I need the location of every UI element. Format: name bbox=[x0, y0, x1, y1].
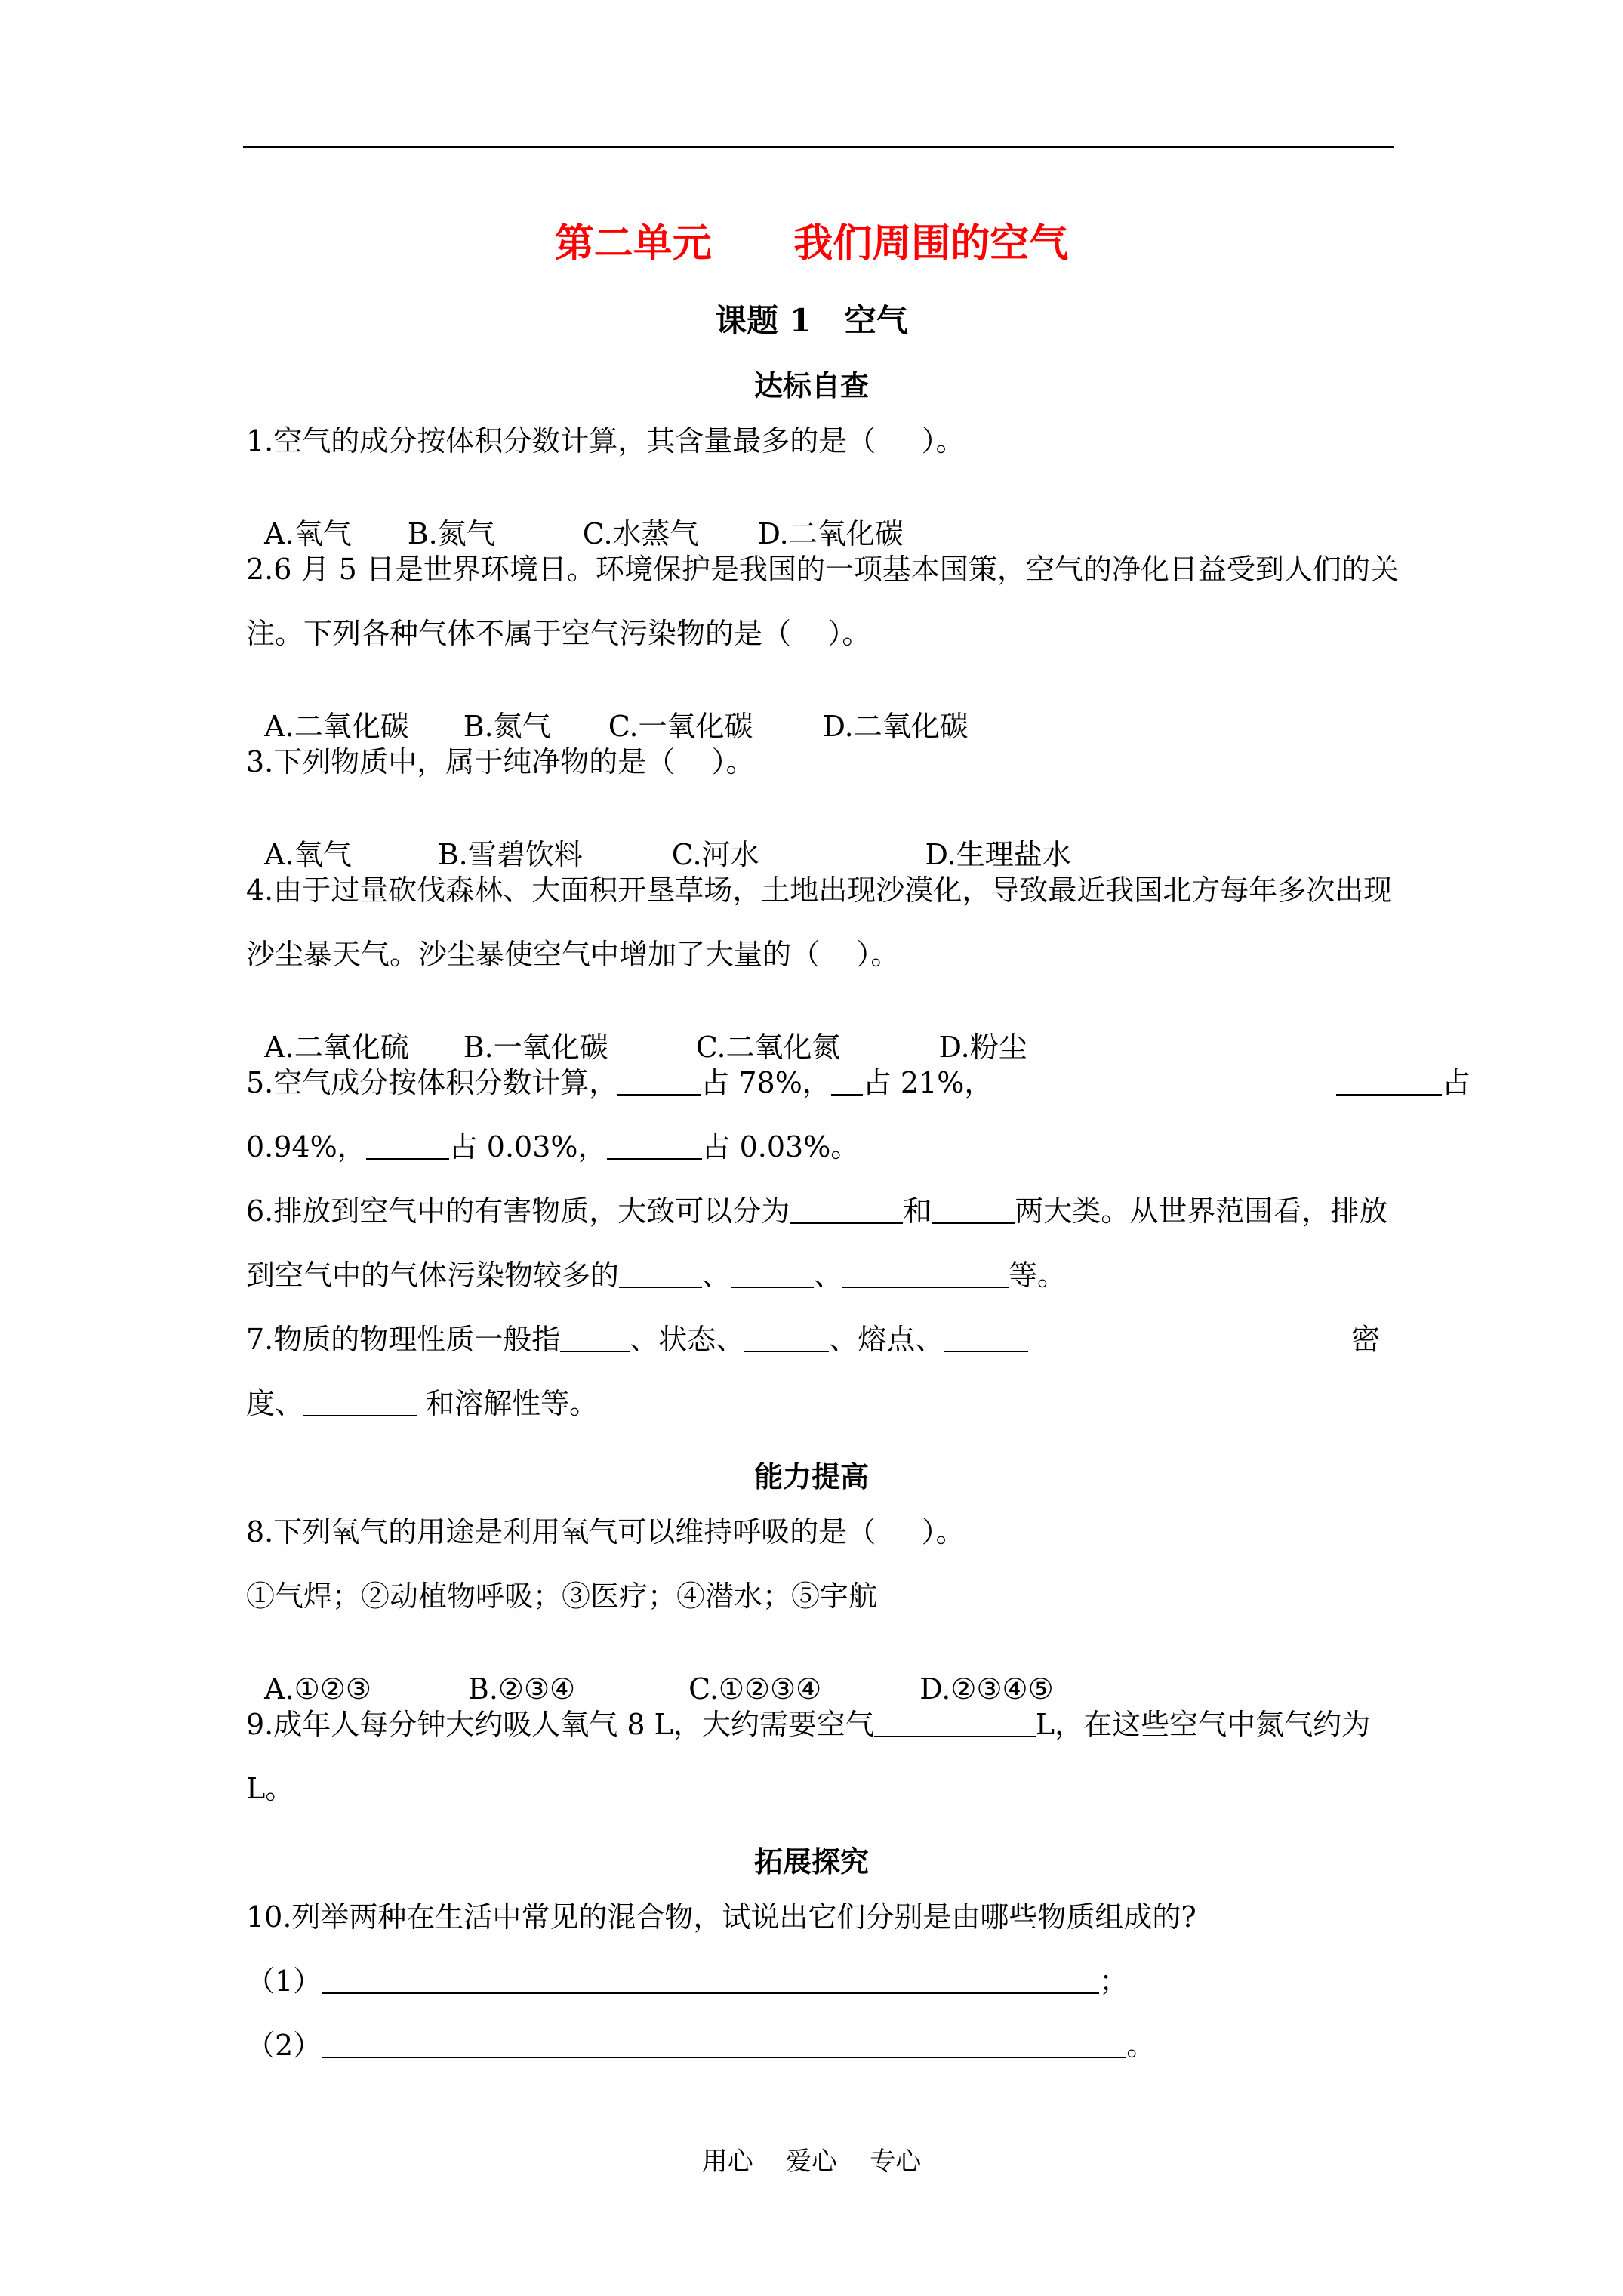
question-4-line-2: 沙尘暴天气。沙尘暴使空气中增加了大量的（ ）。 bbox=[246, 938, 900, 971]
question-9-line-2: L。 bbox=[246, 1772, 294, 1805]
header-rule bbox=[243, 146, 1394, 148]
text: 、 bbox=[702, 1259, 731, 1292]
question-5-line-1 bbox=[246, 1068, 993, 1097]
question-6-line-2 bbox=[246, 1261, 1066, 1290]
question-2-options bbox=[246, 683, 969, 741]
option-a: A.①②③ bbox=[264, 1672, 371, 1706]
text: 和溶解性等。 bbox=[417, 1387, 599, 1420]
answer-blank[interactable] bbox=[842, 1264, 1009, 1288]
option-d: D.粉尘 bbox=[938, 1031, 1027, 1064]
text: 7.物质的物理性质一般指 bbox=[246, 1323, 561, 1356]
option-d: D.二氧化碳 bbox=[822, 710, 969, 743]
option-c: C.河水 bbox=[671, 838, 759, 871]
answer-blank[interactable] bbox=[560, 1328, 630, 1352]
question-7-line-1 bbox=[246, 1325, 1028, 1354]
question-7-line-2 bbox=[246, 1389, 598, 1418]
text: 和 bbox=[903, 1194, 932, 1228]
text: 、 bbox=[814, 1259, 843, 1292]
text: 占 0.03%。 bbox=[701, 1130, 860, 1163]
text: 两大类。从世界范围看，排放 bbox=[1015, 1194, 1388, 1228]
question-4-line-1: 4.由于过量砍伐森林、大面积开垦草场，土地出现沙漠化，导致最近我国北方每年多次出现 bbox=[246, 874, 1393, 907]
answer-blank[interactable] bbox=[366, 1136, 449, 1160]
item-label: （2） bbox=[246, 2029, 322, 2062]
question-8-options bbox=[246, 1646, 1054, 1706]
answer-blank[interactable] bbox=[1336, 1071, 1442, 1096]
question-9-line-1 bbox=[246, 1710, 1370, 1739]
answer-blank[interactable] bbox=[607, 1136, 702, 1160]
answer-blank[interactable] bbox=[831, 1071, 863, 1096]
question-3-options bbox=[246, 812, 1071, 869]
section-heading-extension: 拓展探究 bbox=[753, 1845, 869, 1878]
answer-blank[interactable] bbox=[932, 1200, 1015, 1224]
question-1-options bbox=[246, 491, 904, 548]
text: 9.成年人每分钟大约吸人氧气 8 L，大约需要空气 bbox=[246, 1708, 874, 1741]
page-footer: 用心 爱心 专心 bbox=[701, 2147, 922, 2177]
option-c: C.①②③④ bbox=[688, 1672, 822, 1706]
option-a: A.氧气 bbox=[264, 517, 352, 550]
text: ； bbox=[1099, 1965, 1129, 1998]
option-c: C.水蒸气 bbox=[582, 517, 699, 550]
answer-line[interactable] bbox=[322, 2034, 1126, 2058]
text: 、熔点、 bbox=[829, 1323, 944, 1356]
question-2-line-2: 注。下列各种气体不属于空气污染物的是（ ）。 bbox=[246, 617, 871, 650]
option-b: B.一氧化碳 bbox=[463, 1031, 608, 1064]
option-b: B.氮气 bbox=[463, 710, 551, 743]
text: 0.94%， bbox=[246, 1130, 366, 1163]
option-a: A.二氧化碳 bbox=[264, 710, 409, 743]
text: 6.排放到空气中的有害物质，大致可以分为 bbox=[246, 1194, 790, 1228]
question-1-stem: 1.空气的成分按体积分数计算，其含量最多的是（ ）。 bbox=[246, 424, 965, 458]
answer-blank[interactable] bbox=[790, 1200, 903, 1224]
question-6-line-1 bbox=[246, 1194, 1388, 1228]
text: 。 bbox=[1126, 2029, 1156, 2062]
unit-title: 第二单元 我们周围的空气 bbox=[554, 220, 1069, 267]
option-b: B.氮气 bbox=[407, 517, 495, 550]
question-5-line-2 bbox=[246, 1130, 860, 1163]
lesson-title: 课题 1 空气 bbox=[715, 302, 908, 339]
answer-blank[interactable] bbox=[619, 1264, 702, 1288]
text: 、状态、 bbox=[630, 1323, 745, 1356]
option-a: A.氧气 bbox=[264, 838, 352, 871]
question-8-stem: 8.下列氧气的用途是利用氧气可以维持呼吸的是（ ）。 bbox=[246, 1515, 965, 1549]
text: 度、 bbox=[246, 1387, 304, 1420]
option-d: D.二氧化碳 bbox=[757, 517, 904, 550]
text: 占 78%， bbox=[701, 1066, 831, 1099]
section-heading-self-check: 达标自查 bbox=[753, 368, 869, 402]
answer-blank[interactable] bbox=[617, 1071, 701, 1096]
question-4-options bbox=[246, 1004, 1027, 1062]
option-a: A.二氧化硫 bbox=[264, 1031, 409, 1064]
option-d: D.②③④⑤ bbox=[919, 1672, 1054, 1706]
option-c: C.一氧化碳 bbox=[608, 710, 753, 743]
answer-blank[interactable] bbox=[744, 1328, 829, 1352]
answer-line[interactable] bbox=[322, 1970, 1099, 1994]
question-3-stem: 3.下列物质中，属于纯净物的是（ ）。 bbox=[246, 745, 755, 778]
question-5-line-1-end bbox=[1336, 1068, 1471, 1097]
question-8-uses: ①气焊；②动植物呼吸；③医疗；④潜水；⑤宇航 bbox=[246, 1579, 878, 1613]
text: 5.空气成分按体积分数计算， bbox=[246, 1066, 618, 1099]
section-heading-ability: 能力提高 bbox=[753, 1459, 869, 1493]
text: 占 bbox=[1442, 1066, 1471, 1099]
question-2-line-1: 2.6 月 5 日是世界环境日。环境保护是我国的一项基本国策，空气的净化日益受到人们的关 bbox=[246, 553, 1399, 586]
answer-blank[interactable] bbox=[731, 1264, 814, 1288]
question-7-line-1-end: 密 bbox=[1351, 1323, 1381, 1356]
option-b: B.②③④ bbox=[467, 1672, 576, 1706]
text: 到空气中的气体污染物较多的 bbox=[246, 1259, 620, 1292]
option-c: C.二氧化氮 bbox=[695, 1031, 841, 1064]
text: 占 0.03%， bbox=[448, 1130, 607, 1163]
text: 等。 bbox=[1009, 1259, 1067, 1292]
answer-blank[interactable] bbox=[874, 1713, 1036, 1737]
option-b: B.雪碧饮料 bbox=[437, 838, 583, 871]
answer-blank[interactable] bbox=[944, 1328, 1028, 1352]
question-10-item-1 bbox=[246, 1967, 1128, 1996]
question-10-item-2 bbox=[246, 2031, 1155, 2060]
option-d: D.生理盐水 bbox=[925, 838, 1071, 871]
question-10-stem: 10.列举两种在生活中常见的混合物，试说出它们分别是由哪些物质组成的? bbox=[246, 1900, 1196, 1934]
answer-blank[interactable] bbox=[303, 1392, 417, 1416]
text: L，在这些空气中氮气约为 bbox=[1035, 1708, 1371, 1741]
text: 占 21%， bbox=[862, 1066, 993, 1099]
item-label: （1） bbox=[246, 1965, 322, 1998]
